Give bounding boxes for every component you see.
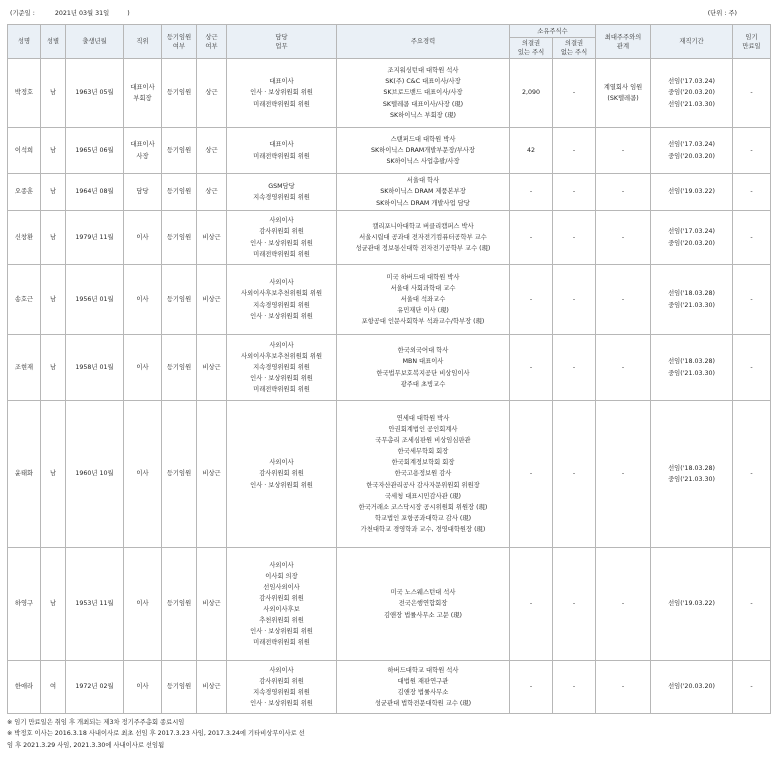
cell-career [337,265,510,335]
cell-career-line: 광주대 초빙교수 [400,380,446,388]
cell-fulltime: 비상근 [197,661,227,714]
col-career: 주요경력 [337,25,510,59]
cell-position-line: 이사 [136,233,149,241]
cell-shares-nonvoting: - [553,401,596,548]
cell-tenure [651,548,733,661]
table-row [8,335,771,401]
cell-tenure-line: 선임('19.03.22) [668,600,715,608]
cell-duty-line: 지속경영위원회 위원 [253,301,310,309]
cell-duty-line: 지속경영위원회 위원 [253,194,310,201]
cell-term-expiry: - [733,211,771,265]
cell-duty-line: 인사 · 보상위원회 위원 [250,239,313,247]
cell-career-line: SK하이닉스 사업총괄/사장 [386,158,460,166]
col-registered: 등기임원 여부 [162,25,197,59]
cell-career-line: SK(주) C&C 대표이사/사장 [385,78,461,86]
cell-shares-nonvoting: - [553,661,596,714]
cell-registered: 등기임원 [162,265,197,335]
cell-birth: 1972년 02월 [66,661,124,714]
cell-relation-line: - [621,233,625,241]
cell-career-line: 전국은행연합회장 [398,600,448,608]
table-row [8,128,771,174]
unit-label: (단위 : 주) [707,10,737,17]
cell-duty-line: 미래전략위원회 위원 [253,152,310,160]
cell-name: 조현재 [8,335,41,401]
cell-relation [596,59,651,128]
cell-fulltime: 비상근 [197,401,227,548]
cell-position [124,401,162,548]
table-row [8,211,771,265]
cell-gender: 남 [41,335,66,401]
cell-tenure [651,661,733,714]
cell-relation [596,128,651,174]
cell-career-line: SK하이닉스 DRAM 제품본부장 [380,188,466,196]
cell-gender: 남 [41,401,66,548]
cell-career-line: 유민재단 이사 (現) [397,307,449,315]
cell-term-expiry: - [733,128,771,174]
col-gender: 성별 [41,25,66,59]
cell-career-line: 서울대 석좌교수 [400,295,446,303]
cell-relation [596,335,651,401]
cell-career-line: MBN 대표이사 [402,358,444,366]
cell-duty-line: 이사회 의장 [265,572,298,580]
cell-name: 박정호 [8,59,41,128]
cell-career-line: 서울시립대 공과대 전자전기컴퓨터공학부 교수 [359,233,487,241]
cell-career-line: 한국세무학회 회장 [397,448,449,456]
table-row [8,548,771,661]
cell-career-line: SK하이닉스 DRAM개발부문장/부사장 [371,146,475,154]
cell-duty-line: 사외이사 [269,217,294,225]
cell-shares-nonvoting: - [553,59,596,128]
cell-duty-line: 감사위원회 위원 [259,228,304,236]
cell-career [337,211,510,265]
cell-position-line: 이사 [136,295,149,303]
cell-fulltime: 상근 [197,59,227,128]
cell-tenure-line: 선임('19.03.22) [668,188,715,196]
cell-career [337,661,510,714]
cell-career-line: 국무총리 조세심판원 비상임심판관 [375,437,471,445]
col-name: 성명 [8,25,41,59]
cell-duty-line: 인사 · 보상위원회 위원 [250,700,313,708]
cell-relation-line: - [621,363,625,371]
col-term-expiry: 임기 만료일 [733,25,771,59]
cell-duty-line: 감사위원회 위원 [259,594,304,602]
cell-duty-line: 인사 · 보상위원회 위원 [250,375,313,383]
cell-birth: 1956년 01월 [66,265,124,335]
cell-name: 윤태화 [8,401,41,548]
cell-position [124,128,162,174]
cell-tenure-line: 선임('21.03.30) [668,100,715,108]
cell-term-expiry: - [733,661,771,714]
cell-relation-line: - [621,295,625,303]
cell-shares-voting: - [510,548,553,661]
cell-shares-nonvoting: - [553,335,596,401]
cell-position-line: 이사 [136,683,149,691]
cell-relation [596,211,651,265]
cell-registered: 등기임원 [162,335,197,401]
cell-tenure-line: 중임('21.03.30) [668,301,715,309]
cell-duty-line: 지속경영위원회 위원 [253,689,310,696]
col-shares-voting: 의결권 있는 주식 [510,38,553,59]
cell-career-line: SK하이닉스 DRAM 개발사업 담당 [376,199,470,207]
cell-gender: 남 [41,174,66,211]
cell-duty-line: 사외이사 [269,279,294,287]
cell-tenure-line: 중임('21.03.30) [668,369,715,377]
cell-shares-voting: 2,090 [510,59,553,128]
cell-duty-line: 사외이사후보 [263,606,300,613]
cell-career-line: 성균관대 법학전문대학원 교수 (現) [374,700,472,708]
cell-career-line: 국세청 대표시민감사관 (現) [384,492,462,500]
cell-duty-line: 사외이사 [269,666,294,674]
cell-name: 오종훈 [8,174,41,211]
cell-birth: 1965년 06월 [66,128,124,174]
cell-duty-line: 사외이사후보추천위원회 위원 [240,290,323,298]
cell-registered: 등기임원 [162,401,197,548]
footnote: 임 후 2021.3.29 사임, 2021.3.30에 사내이사로 선임됨 [7,741,165,749]
cell-shares-nonvoting: - [553,265,596,335]
cell-career-line: SK브로드밴드 대표이사/사장 [383,89,463,97]
cell-relation [596,401,651,548]
cell-name: 신창환 [8,211,41,265]
cell-tenure [651,128,733,174]
cell-career-line: 연세대 대학원 박사 [396,414,450,422]
cell-duty [227,59,337,128]
cell-fulltime: 비상근 [197,265,227,335]
cell-fulltime: 상근 [197,174,227,211]
cell-career-line: 한국자산관리공사 감사자문위원회 위원장 [366,481,480,489]
cell-tenure-line: 선임('20.03.20) [668,683,715,691]
base-date-label: (기준일 : [10,10,35,17]
cell-relation [596,548,651,661]
cell-career-line: 스탠퍼드대 대학원 박사 [390,135,456,143]
cell-term-expiry: - [733,401,771,548]
cell-shares-nonvoting: - [553,128,596,174]
cell-tenure-line: 선임('18.03.28) [668,290,715,298]
cell-career-line: 한국외국어대 학사 [397,347,449,355]
cell-shares-voting: - [510,174,553,211]
cell-birth: 1963년 05월 [66,59,124,128]
cell-position-line: 이사 [136,363,149,371]
cell-career-line: 학교법인 포항공과대학교 감사 (現) [374,514,472,522]
cell-tenure [651,265,733,335]
cell-career [337,128,510,174]
cell-fulltime: 비상근 [197,548,227,661]
cell-career-line: 가천대학교 경영학과 교수, 경영대학원장 (現) [360,525,486,533]
cell-position [124,335,162,401]
cell-career-line: 대법원 재판연구관 [397,677,449,685]
cell-birth: 1964년 08월 [66,174,124,211]
cell-relation-line: - [621,470,625,478]
cell-relation [596,661,651,714]
cell-career [337,401,510,548]
cell-name: 송호근 [8,265,41,335]
cell-term-expiry: - [733,548,771,661]
cell-career-line: 하버드대학교 대학원 석사 [387,666,459,674]
cell-duty-line: GSM담당 [268,182,295,190]
cell-tenure-line: 선임('17.03.24) [668,228,715,236]
cell-name: 하영구 [8,548,41,661]
cell-relation-line: - [621,188,625,196]
cell-term-expiry: - [733,265,771,335]
col-relation: 최대주주와의 관계 [596,25,651,59]
cell-shares-voting: - [510,335,553,401]
cell-relation-line: - [621,600,625,608]
cell-duty [227,265,337,335]
cell-shares-nonvoting: - [553,174,596,211]
cell-position-line: 담당 [136,188,149,196]
cell-duty-line: 미래전략위원회 위원 [253,639,310,647]
cell-position [124,211,162,265]
cell-birth: 1953년 11월 [66,548,124,661]
cell-shares-voting: - [510,401,553,548]
cell-tenure-line: 중임('20.03.20) [668,152,715,160]
cell-position [124,174,162,211]
table-caption-bar [10,8,737,18]
cell-career-line: SK하이닉스 부회장 (現) [390,111,456,119]
cell-gender: 여 [41,661,66,714]
cell-gender: 남 [41,265,66,335]
col-shares-nonvoting: 의결권 없는 주식 [553,38,596,59]
cell-duty-line: 사외이사 [269,341,294,349]
cell-duty-line: 사외이사후보추천위원회 위원 [240,352,323,360]
cell-duty-line: 인사 · 보상위원회 위원 [250,312,313,320]
footnote: ※ 임기 만료일은 취임 후 개최되는 제3차 정기주주총회 종료시임 [7,719,185,726]
cell-position-line: 부회장 [133,95,152,102]
cell-duty-line: 지속경영위원회 위원 [253,363,310,371]
cell-tenure-line: 선임('17.03.24) [668,141,715,149]
cell-career [337,59,510,128]
table-row [8,59,771,128]
col-birth: 출생년월 [66,25,124,59]
cell-relation-line: (SK텔레콤) [607,95,639,102]
cell-term-expiry: - [733,59,771,128]
cell-duty [227,661,337,714]
footnote: ※ 박정호 이사는 2016.3.18 사내이사로 최초 선임 후 2017.3.23 사임, 2017.3.24에 기타비상무이사로 선 [7,730,305,738]
col-fulltime: 상근 여부 [197,25,227,59]
cell-career-line: 서울대 사회과학대 교수 [390,284,456,292]
cell-tenure-line: 선임('18.03.28) [668,464,715,472]
cell-position-line: 이사 [136,470,149,478]
cell-fulltime: 비상근 [197,335,227,401]
cell-shares-nonvoting: - [553,548,596,661]
cell-duty-line: 감사위원회 위원 [259,470,304,478]
col-duty: 담당 업무 [227,25,337,59]
cell-registered: 등기임원 [162,128,197,174]
cell-gender: 남 [41,128,66,174]
cell-career-line: 한국법무보호복지공단 비상임이사 [376,369,470,377]
cell-career-line: 조지워싱턴대 대학원 석사 [387,67,459,75]
cell-career-line: 성균관대 정보통신대학 전자전기공학부 교수 (現) [355,245,491,253]
cell-duty-line: 선임사외이사 [263,583,300,591]
cell-duty [227,211,337,265]
cell-position [124,548,162,661]
table-row [8,265,771,335]
col-position: 직위 [124,25,162,59]
cell-position-line: 대표이사 [130,83,155,91]
cell-career-line: 캘리포니아대학교 버클리캠퍼스 박사 [372,222,474,230]
cell-career-line: 김앤장 법률사무소 [397,689,449,696]
cell-shares-voting: - [510,265,553,335]
cell-term-expiry: - [733,174,771,211]
cell-position-line: 대표이사 [130,141,155,149]
cell-fulltime: 비상근 [197,211,227,265]
cell-career-line: 포항공대 인문사회학부 석좌교수/학부장 (現) [361,318,485,326]
cell-tenure-line: 선임('18.03.28) [668,358,715,366]
cell-duty-line: 미래전략위원회 위원 [253,386,310,394]
cell-tenure [651,335,733,401]
cell-tenure-line: 중임('21.03.30) [668,476,715,483]
cell-relation-line: - [621,146,625,154]
cell-position [124,59,162,128]
cell-relation-line: - [621,683,625,691]
cell-relation-line: 계열회사 임원 [603,83,643,91]
cell-name: 이석희 [8,128,41,174]
cell-duty [227,335,337,401]
cell-duty-line: 대표이사 [269,78,294,86]
cell-duty-line: 인사 · 보상위원회 위원 [250,89,313,97]
cell-relation [596,174,651,211]
table-body [8,59,771,714]
cell-gender: 남 [41,211,66,265]
cell-tenure-line: 선임('17.03.24) [668,78,715,86]
cell-duty-line: 미래전략위원회 위원 [253,100,310,108]
cell-duty [227,548,337,661]
cell-duty [227,128,337,174]
cell-registered: 등기임원 [162,548,197,661]
cell-career-line: 한국회계정보학회 회장 [391,459,455,467]
cell-career-line: 한국거래소 코스닥시장 공시위원회 위원장 (現) [358,503,488,511]
cell-career-line: 안권회계법인 공인회계사 [388,426,458,434]
cell-duty-line: 사외이사 [269,561,294,569]
cell-position-line: 이사 [136,600,149,608]
cell-career [337,335,510,401]
cell-duty-line: 미래전략위원회 위원 [253,250,310,258]
cell-relation [596,265,651,335]
cell-tenure [651,401,733,548]
cell-position [124,265,162,335]
cell-duty [227,174,337,211]
cell-career [337,174,510,211]
cell-registered: 등기임원 [162,661,197,714]
cell-shares-nonvoting: - [553,211,596,265]
table-row [8,174,771,211]
base-date-close: ) [127,10,130,17]
footnotes [7,717,737,751]
cell-shares-voting: - [510,661,553,714]
cell-tenure-line: 중임('20.03.20) [668,89,715,97]
cell-birth: 1958년 01월 [66,335,124,401]
executive-table [7,24,771,714]
cell-duty-line: 대표이사 [269,141,294,149]
cell-name: 한애라 [8,661,41,714]
cell-duty-line: 인사 · 보상위원회 위원 [250,481,313,489]
cell-gender: 남 [41,59,66,128]
cell-career [337,548,510,661]
cell-career-line: SK텔레콤 대표이사/사장 (現) [382,100,464,108]
cell-career-line: 김앤장 법률사무소 고문 (現) [383,611,463,619]
cell-position-line: 사장 [136,152,149,160]
base-date [10,8,130,17]
cell-career-line: 서울대 학사 [406,177,440,185]
cell-position [124,661,162,714]
cell-shares-voting: - [510,211,553,265]
base-date-value: 2021년 03월 31일 [54,10,110,17]
cell-tenure [651,59,733,128]
cell-fulltime: 상근 [197,128,227,174]
col-tenure: 재직기간 [651,25,733,59]
table-row [8,661,771,714]
cell-duty-line: 사외이사 [269,459,294,467]
cell-duty-line: 감사위원회 위원 [259,677,304,685]
cell-gender: 남 [41,548,66,661]
cell-career-line: 미국 하버드대 대학원 박사 [386,273,460,281]
cell-career-line: 미국 노스웨스턴대 석사 [390,589,456,597]
cell-term-expiry: - [733,335,771,401]
cell-birth: 1960년 10월 [66,401,124,548]
cell-tenure [651,174,733,211]
cell-tenure-line: 중임('20.03.20) [668,239,715,247]
cell-tenure [651,211,733,265]
col-shares-group: 소유주식수 [510,25,596,38]
cell-career-line: 한국고용정보원 감사 [394,470,452,478]
cell-registered: 등기임원 [162,174,197,211]
cell-registered: 등기임원 [162,59,197,128]
cell-duty-line: 추천위원회 위원 [259,617,304,625]
cell-registered: 등기임원 [162,211,197,265]
cell-duty [227,401,337,548]
cell-shares-voting: 42 [510,128,553,174]
cell-duty-line: 인사 · 보상위원회 위원 [250,628,313,636]
cell-birth: 1979년 11월 [66,211,124,265]
table-row [8,401,771,548]
